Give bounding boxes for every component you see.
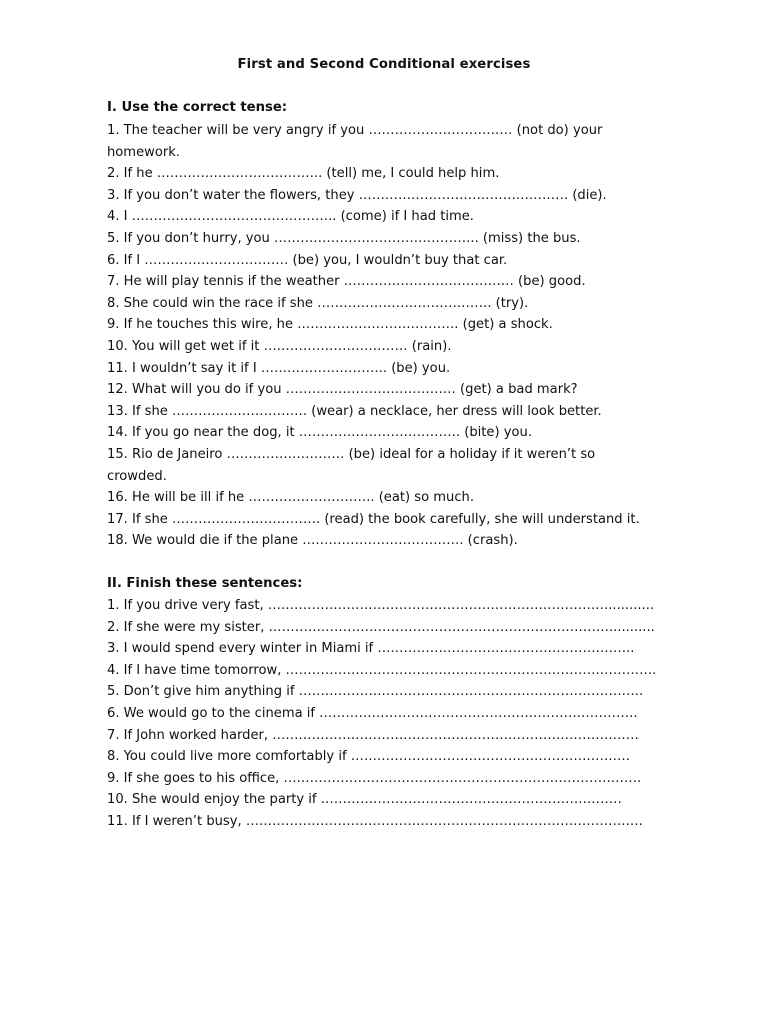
exercise-line: 1. If you drive very fast, ……………………………………………………………………...........: [107, 598, 655, 613]
section-2-heading: II. Finish these sentences:: [107, 576, 303, 591]
exercise-line: 5. If you don’t hurry, you ……………………………………….. (miss) the bus.: [107, 230, 581, 246]
exercise-line: homework.: [107, 144, 180, 160]
exercise-line: 13. If she …………………………. (wear) a necklace, her dress will look better.: [107, 403, 602, 419]
section-1-exercise-list: [107, 120, 647, 552]
exercise-line: 15. Rio de Janeiro ……………………… (be) ideal for a holiday if it weren’t so: [107, 446, 596, 462]
exercise-line: 8. You could live more comfortably if ……………………………………………………….: [107, 749, 630, 765]
exercise-line: 7. If John worked harder, …………………………………………………………………………: [107, 727, 639, 743]
exercise-line: 6. If I …………………………… (be) you, I wouldn’t buy that car.: [107, 252, 508, 268]
exercise-line: 9. If she goes to his office, ……………………………………………………………………….: [107, 770, 642, 786]
exercise-line: 18. We would die if the plane ………………………………. (crash).: [107, 533, 518, 549]
page-title: First and Second Conditional exercises: [237, 57, 531, 72]
exercise-line: 3. If you don’t water the flowers, they ………………………………………… (die).: [107, 187, 607, 203]
exercise-line: 9. If he touches this wire, he ………………………………. (get) a shock.: [107, 317, 553, 333]
exercise-line: 11. I wouldn’t say it if I ……………………….. (be) you.: [107, 360, 451, 376]
exercise-line: 10. She would enjoy the party if ……………………………………………………………: [107, 792, 622, 808]
exercise-line: 5. Don’t give him anything if …………………………………………………………………….: [107, 684, 644, 700]
exercise-line: 12. What will you do if you ………………………………… (get) a bad mark?: [107, 382, 578, 398]
exercise-line: 16. He will be ill if he ……………………….. (eat) so much.: [107, 490, 474, 506]
section-1-heading: I. Use the correct tense:: [107, 100, 288, 115]
exercise-line: 2. If he ……………………………….. (tell) me, I could help him.: [107, 166, 500, 182]
exercise-line: crowded.: [107, 468, 167, 484]
exercise-line: 3. I would spend every winter in Miami if …………………………………………………..: [107, 641, 635, 657]
exercise-line: 17. If she ……………………………. (read) the book carefully, she will understand it.: [107, 511, 640, 527]
exercise-line: 4. I ……………………………………….. (come) if I had time.: [107, 209, 474, 225]
exercise-line: 4. If I have time tomorrow, ………………………………………………………………………….: [107, 662, 657, 678]
section-2-exercise-list: [107, 595, 657, 833]
exercise-line: 7. He will play tennis if the weather ………………………………… (be) good.: [107, 274, 586, 290]
exercise-line: 14. If you go near the dog, it ………………………………. (bite) you.: [107, 425, 532, 441]
exercise-line: 8. She could win the race if she …………………………………. (try).: [107, 295, 529, 311]
exercise-line: 11. If I weren’t busy, ……………………………………………………………………………….: [107, 813, 643, 829]
exercise-line: 1. The teacher will be very angry if you …………………………… (not do) your: [107, 123, 603, 138]
exercise-line: 10. You will get wet if it …………………………… (rain).: [107, 338, 452, 354]
exercise-line: 6. We would go to the cinema if ……………………………………………………………….: [107, 705, 638, 721]
exercise-line: 2. If she were my sister, ……………………………………………………………………...........: [107, 619, 655, 635]
